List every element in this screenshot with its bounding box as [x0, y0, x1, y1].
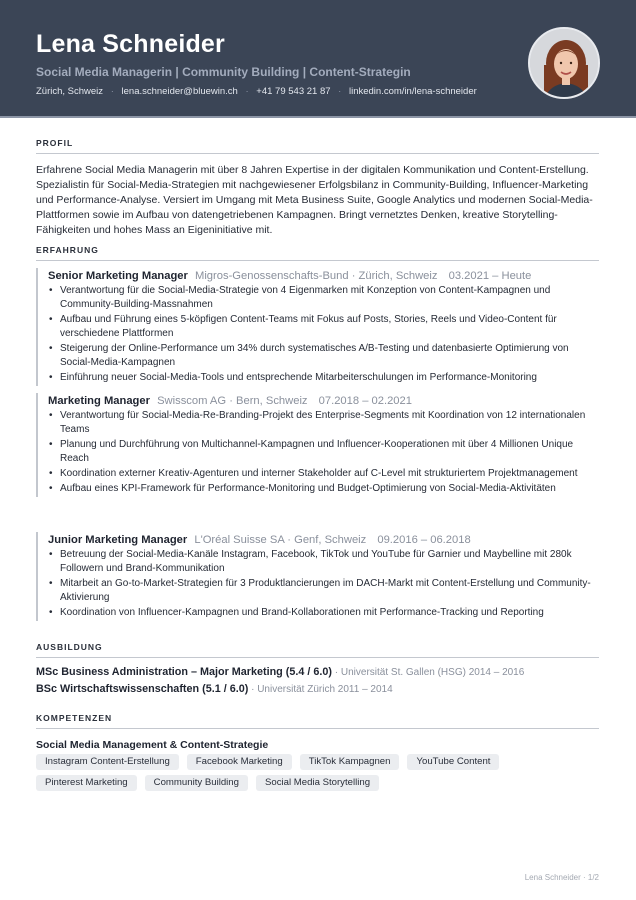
- contact-email[interactable]: lena.schneider@bluewin.ch: [121, 86, 238, 97]
- skill-chip-row: [36, 754, 499, 770]
- job-title: Marketing Manager: [48, 395, 150, 407]
- job-header: [48, 532, 601, 548]
- profile-photo: [528, 27, 600, 99]
- profile-summary: Erfahrene Social Media Managerin mit über 8 Jahren Expertise in der digitalen Kommunikation und Content-Erstellung. Spezialistin für Social-Media-Strategien mit nachgewiesener Erfolgsbilanz in Community-Building, Influencer-Marketing und Performance-Analyse. Versiert im Umgang mit Meta Business Suite, Google Analytics und modernen Social-Media-Plattformen sowie im Aufbau von datengetriebenen Kampagnen. Bringt vernetztes Denken, kreative Storytelling-Fähigkeiten und hohes Mass an Eigeninitiative mit.: [36, 164, 593, 236]
- section-divider: [36, 657, 599, 658]
- section-title-experience: ERFAHRUNG: [36, 245, 99, 255]
- job-entry: [36, 268, 601, 386]
- job-company: L'Oréal Suisse SA · Genf, Schweiz: [194, 534, 367, 546]
- job-bullet: • Betreuung der Social-Media-Kanäle Instagram, Facebook, TikTok und YouTube für Garnier und Maybelline mit 280k Followern und Brand-Kommunikation: [48, 548, 601, 576]
- contact-linkedin[interactable]: linkedin.com/in/lena-schneider: [348, 86, 477, 97]
- job-dates: 03.2021 – Heute: [448, 270, 532, 282]
- job-bullet: • Aufbau und Führung eines 5-köpfigen Content-Teams mit Fokus auf Posts, Stories, Reels und Video-Content für verschiedene Plattformen: [48, 313, 601, 341]
- skills-category: Social Media Management & Content-Strategie: [36, 739, 269, 751]
- section-divider: [36, 153, 599, 154]
- education-entry: [36, 683, 393, 695]
- job-dates: 09.2016 – 06.2018: [377, 534, 471, 546]
- skill-chip: Instagram Content-Erstellung: [36, 754, 179, 770]
- page-footer: Lena Schneider · 1/2: [524, 873, 599, 882]
- job-bullet: • Koordination externer Kreativ-Agenturen und interner Stakeholder auf C-Level mit strukturiertem Projektmanagement: [48, 467, 601, 481]
- skill-chip: Social Media Storytelling: [256, 775, 379, 791]
- portrait-illustration: [530, 29, 600, 99]
- contact-line: [36, 86, 477, 97]
- contact-separator: ·: [338, 86, 342, 97]
- section-title-education: AUSBILDUNG: [36, 642, 103, 652]
- job-bullets: [48, 284, 601, 385]
- education-meta: · Universität Zürich 2011 – 2014: [248, 684, 393, 695]
- section-title-skills: KOMPETENZEN: [36, 713, 113, 723]
- candidate-tagline: Social Media Managerin | Community Building | Content-Strategin: [36, 65, 411, 79]
- job-title: Junior Marketing Manager: [48, 534, 188, 546]
- contact-separator: ·: [110, 86, 114, 97]
- job-bullet: • Einführung neuer Social-Media-Tools und entsprechende Mitarbeiterschulungen im Performance-Monitoring: [48, 371, 601, 385]
- job-bullet: • Aufbau eines KPI-Framework für Performance-Monitoring und Budget-Optimierung von Social-Media-Aktivitäten: [48, 482, 601, 496]
- job-entry: [36, 393, 601, 497]
- skill-chip: TikTok Kampagnen: [300, 754, 400, 770]
- job-bullet: • Verantwortung für Social-Media-Re-Branding-Projekt des Enterprise-Segments mit Koordination von 12 internationalen Teams: [48, 409, 601, 437]
- job-bullet: • Steigerung der Online-Performance um 34% durch systematisches A/B-Testing und datenbasierte Optimierung von Social-Media-Kampagnen: [48, 342, 601, 370]
- job-bullets: [48, 548, 601, 620]
- job-header: [48, 268, 601, 284]
- section-title-profile: PROFIL: [36, 138, 74, 148]
- education-degree: BSc Wirtschaftswissenschaften (5.1 / 6.0): [36, 683, 249, 695]
- job-entry: [36, 532, 601, 621]
- job-title: Senior Marketing Manager: [48, 270, 188, 282]
- education-meta: · Universität St. Gallen (HSG) 2014 – 2016: [332, 667, 525, 678]
- job-header: [48, 393, 601, 409]
- education-degree: MSc Business Administration – Major Marketing (5.4 / 6.0): [36, 666, 332, 678]
- job-bullets: [48, 409, 601, 496]
- contact-location: Zürich, Schweiz: [36, 86, 104, 97]
- resume-header: [0, 0, 636, 118]
- job-bullet: • Mitarbeit an Go-to-Market-Strategien für 3 Produktlancierungen im DACH-Markt mit Content-Erstellung und Community-Aktivierung: [48, 577, 601, 605]
- section-divider: [36, 728, 599, 729]
- job-dates: 07.2018 – 02.2021: [318, 395, 412, 407]
- skill-chip: Facebook Marketing: [187, 754, 292, 770]
- skill-chip-row: [36, 775, 379, 791]
- contact-separator: ·: [245, 86, 249, 97]
- job-bullet: • Verantwortung für die Social-Media-Strategie von 4 Eigenmarken mit Konzeption von Content-Kampagnen und Community-Building-Massnahmen: [48, 284, 601, 312]
- skill-chip: Community Building: [145, 775, 248, 791]
- job-bullet: • Koordination von Influencer-Kampagnen und Brand-Kollaborationen mit Performance-Tracking und Reporting: [48, 606, 601, 620]
- candidate-name: Lena Schneider: [36, 30, 225, 58]
- job-company: Migros-Genossenschafts-Bund · Zürich, Schweiz: [195, 270, 438, 282]
- section-divider: [36, 260, 599, 261]
- job-bullet: • Planung und Durchführung von Multichannel-Kampagnen und Influencer-Kooperationen mit über 4 Millionen Unique Reach: [48, 438, 601, 466]
- skill-chip: Pinterest Marketing: [36, 775, 137, 791]
- education-entry: [36, 666, 524, 678]
- job-company: Swisscom AG · Bern, Schweiz: [157, 395, 308, 407]
- contact-phone[interactable]: +41 79 543 21 87: [256, 86, 331, 97]
- skill-chip: YouTube Content: [407, 754, 499, 770]
